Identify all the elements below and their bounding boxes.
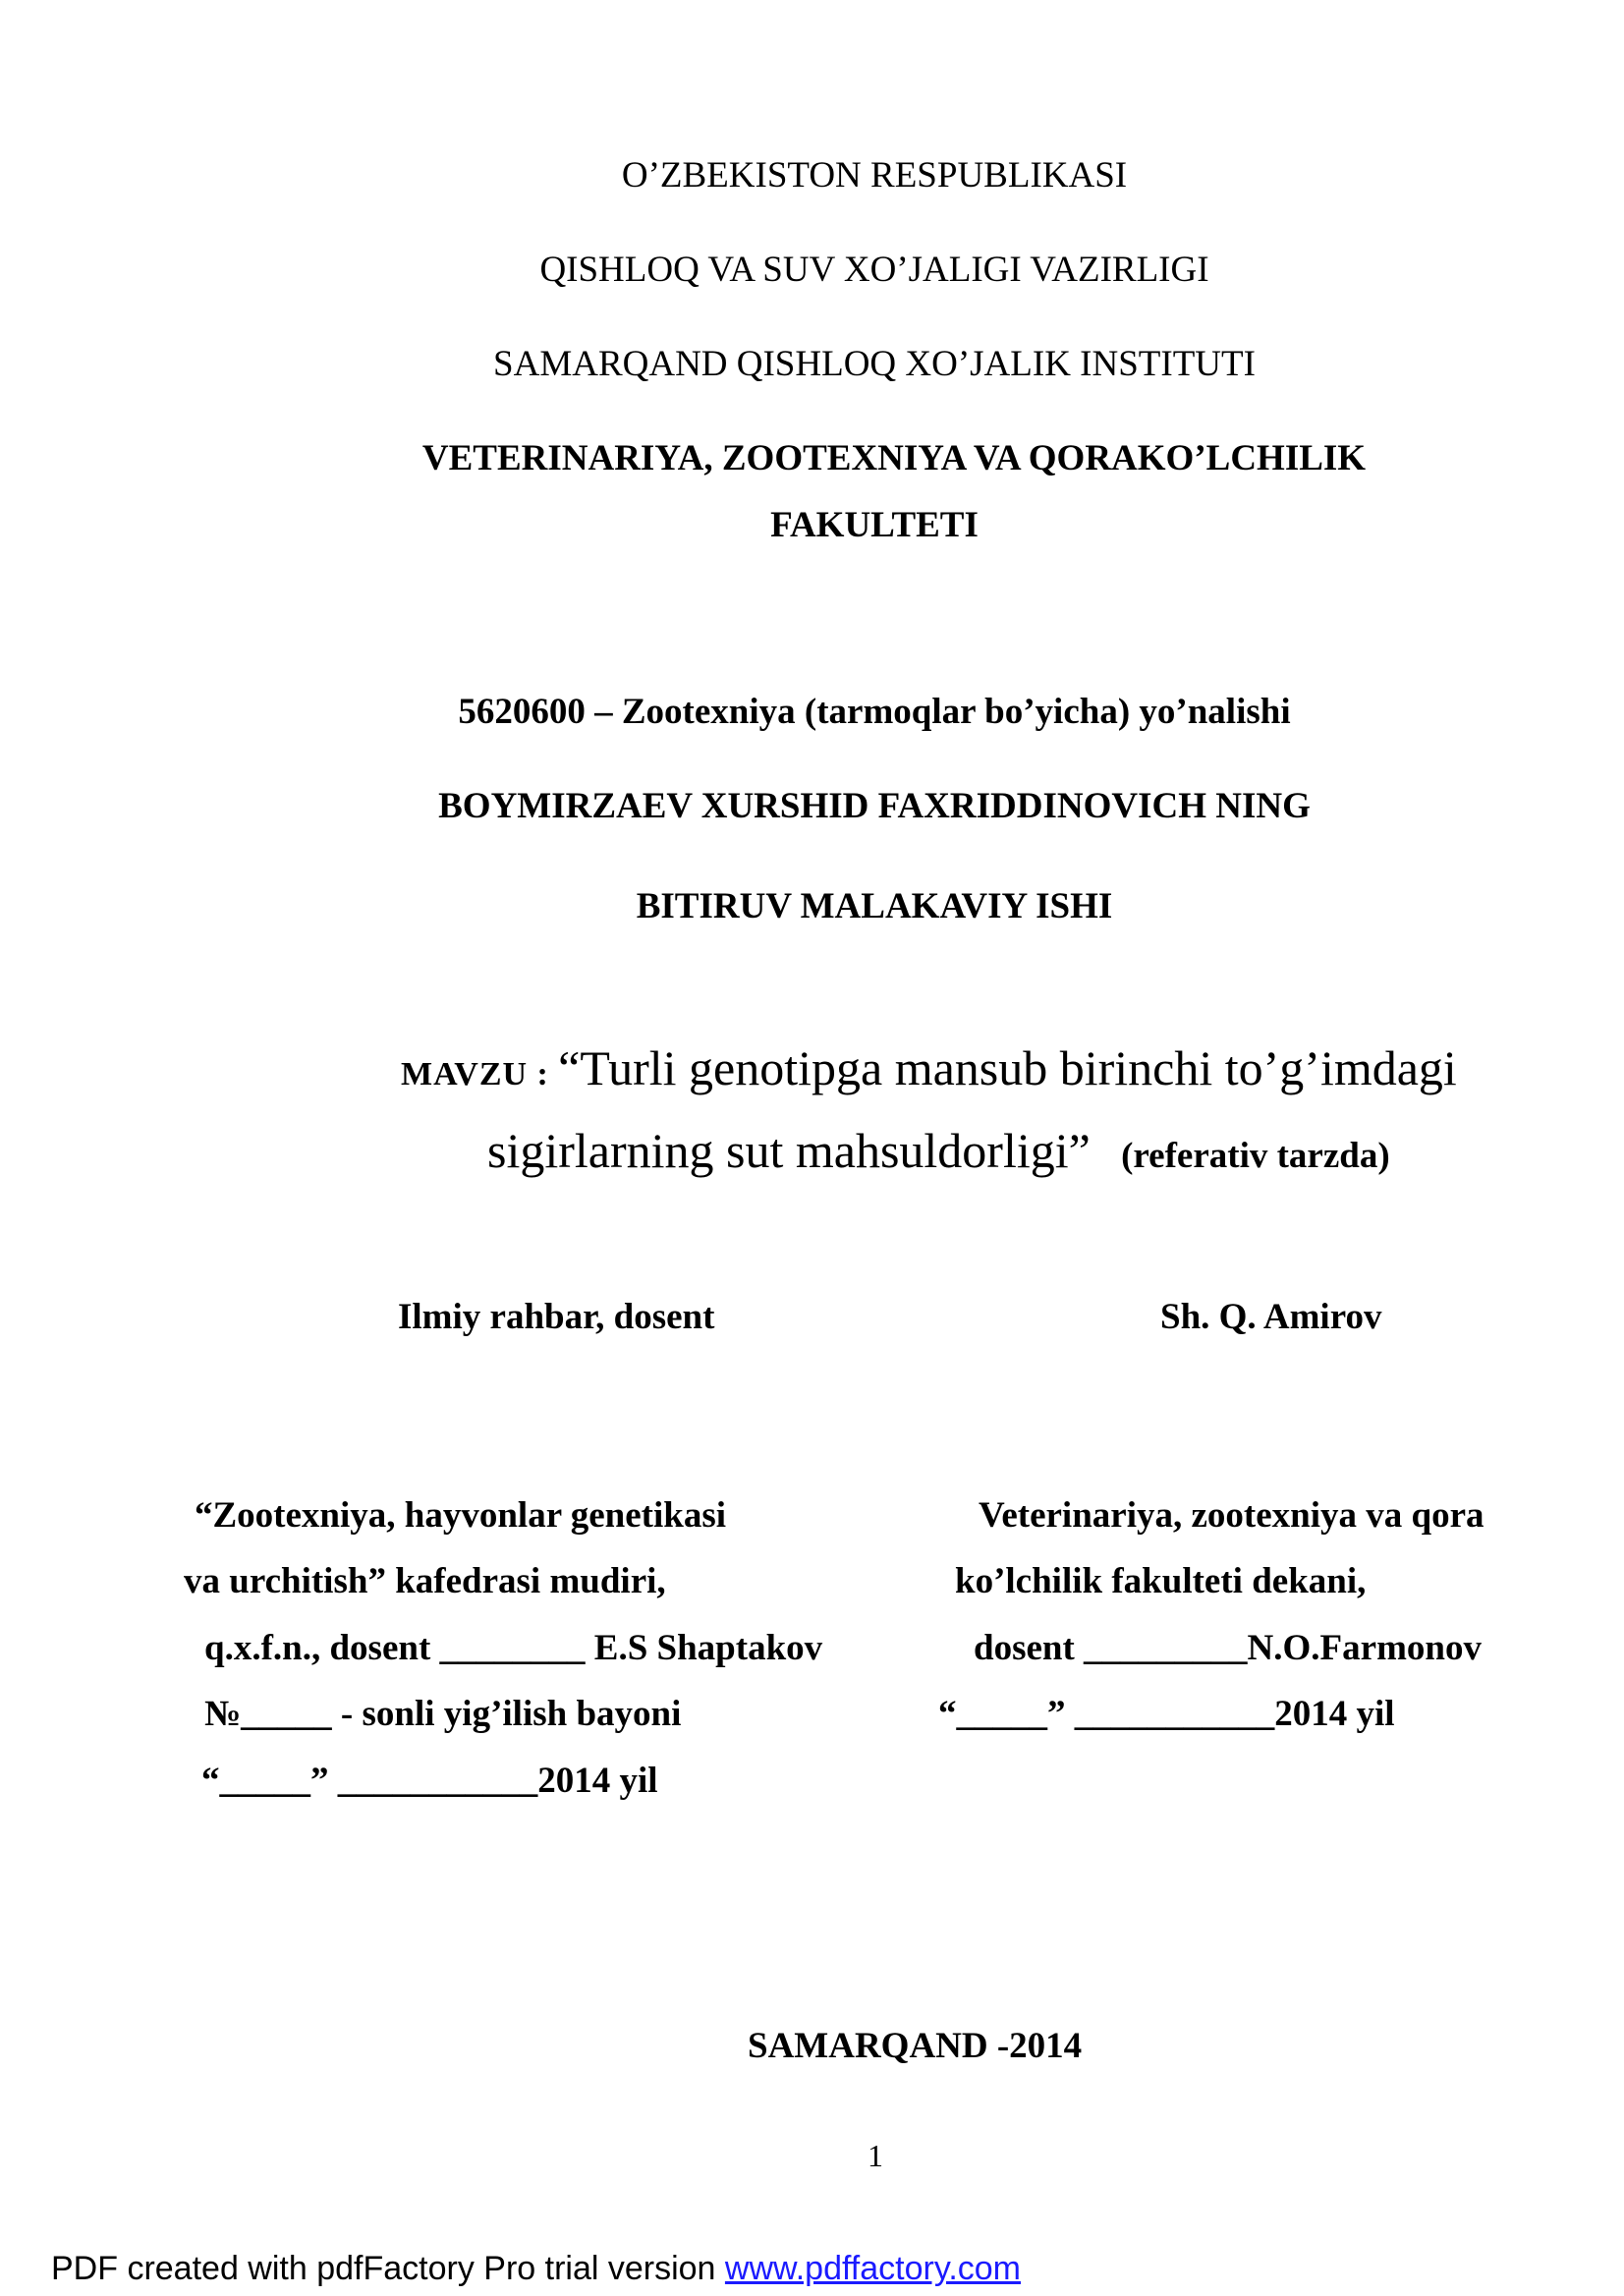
topic-line1: [401, 1040, 1457, 1095]
department-name-line2: va urchitish” kafedrasi mudiri,: [184, 1561, 666, 1601]
dean-date: “_____” ___________2014 yil: [938, 1694, 1395, 1734]
dean-faculty-line1: Veterinariya, zootexniya va qora: [979, 1495, 1484, 1536]
topic-title-part1: “Turli genotipga mansub birinchi to’g’imdagi: [558, 1040, 1457, 1095]
meeting-protocol: №_____ - sonli yig’ilish bayoni: [204, 1694, 682, 1734]
supervisor-role: Ilmiy rahbar, dosent: [398, 1297, 715, 1337]
department-head-signature: q.x.f.n., dosent ________ E.S Shaptakov: [204, 1628, 823, 1668]
faculty-title-line1: VETERINARIYA, ZOOTEXNIYA VA QORAKO’LCHILIK: [421, 438, 1367, 478]
department-name-line1: “Zootexniya, hayvonlar genetikasi: [195, 1495, 726, 1536]
dean-signature: dosent _________N.O.Farmonov: [974, 1628, 1482, 1668]
author-name: BOYMIRZAEV XURSHID FAXRIDDINOVICH NING: [438, 786, 1311, 826]
institute-title: SAMARQAND QISHLOQ XO’JALIK INSTITUTI: [493, 344, 1256, 384]
supervisor-name: Sh. Q. Amirov: [1160, 1297, 1382, 1337]
study-direction: 5620600 – Zootexniya (tarmoqlar bo’yicha) yo’nalishi: [458, 692, 1291, 732]
topic-label: MAVZU :: [401, 1056, 549, 1092]
pdf-footer: [51, 2250, 1021, 2288]
work-type: BITIRUV MALAKAVIY ISHI: [636, 886, 1113, 926]
place-year: SAMARQAND -2014: [748, 2026, 1083, 2066]
ministry-title: QISHLOQ VA SUV XO’JALIGI VAZIRLIGI: [539, 250, 1209, 290]
topic-line2: [487, 1123, 1390, 1178]
country-title: O’ZBEKISTON RESPUBLIKASI: [621, 155, 1128, 196]
footer-text: PDF created with pdfFactory Pro trial version: [51, 2250, 725, 2287]
page-number: 1: [868, 2138, 883, 2173]
footer-link[interactable]: www.pdffactory.com: [724, 2250, 1021, 2287]
dean-faculty-line2: ko’lchilik fakulteti dekani,: [955, 1561, 1367, 1601]
faculty-title-line2: FAKULTETI: [770, 505, 979, 545]
topic-note: (referativ tarzda): [1121, 1136, 1390, 1176]
department-date: “_____” ___________2014 yil: [201, 1761, 658, 1801]
topic-title-part2: sigirlarning sut mahsuldorligi”: [487, 1123, 1091, 1178]
